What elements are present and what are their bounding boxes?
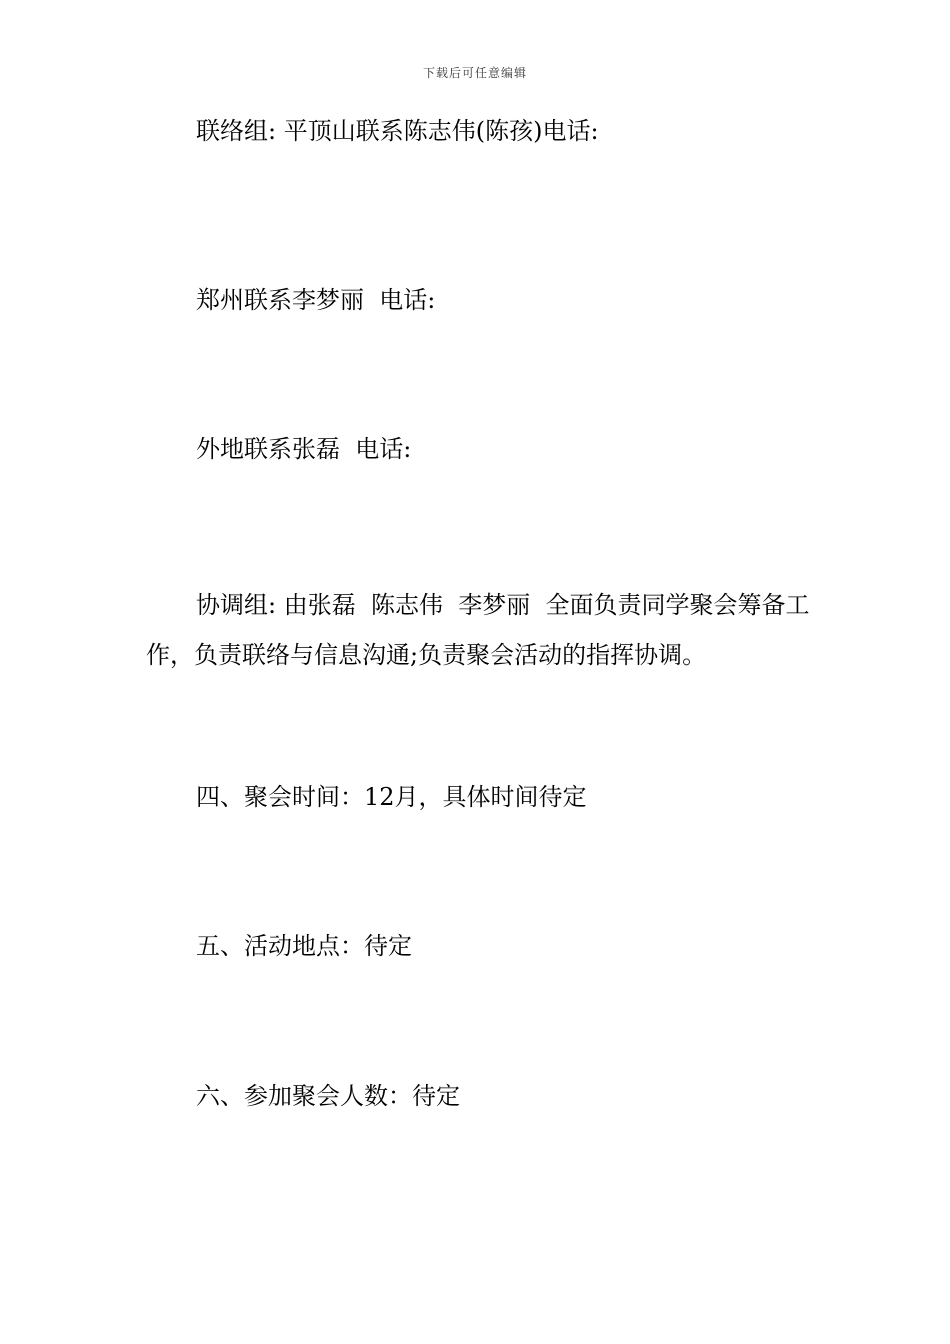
attendee-count-paragraph: 六、参加聚会人数：待定 xyxy=(196,1082,460,1110)
gathering-time-paragraph: 四、聚会时间：12月，具体时间待定 xyxy=(196,783,587,811)
event-location-paragraph: 五、活动地点：待定 xyxy=(196,932,412,960)
contact-group-paragraph: 联络组: 平顶山联系陈志伟(陈孩)电话: xyxy=(196,117,599,145)
page-header-note: 下载后可任意编辑 xyxy=(422,66,527,80)
outside-contact-paragraph: 外地联系张磊 电话: xyxy=(196,435,412,463)
coordination-group-paragraph: 协调组: 由张磊 陈志伟 李梦丽 全面负责同学聚会筹备工作，负责联络与信息沟通;负责聚会活动的指挥协调。 xyxy=(146,591,810,669)
zhengzhou-contact-paragraph: 郑州联系李梦丽 电话: xyxy=(196,286,436,314)
